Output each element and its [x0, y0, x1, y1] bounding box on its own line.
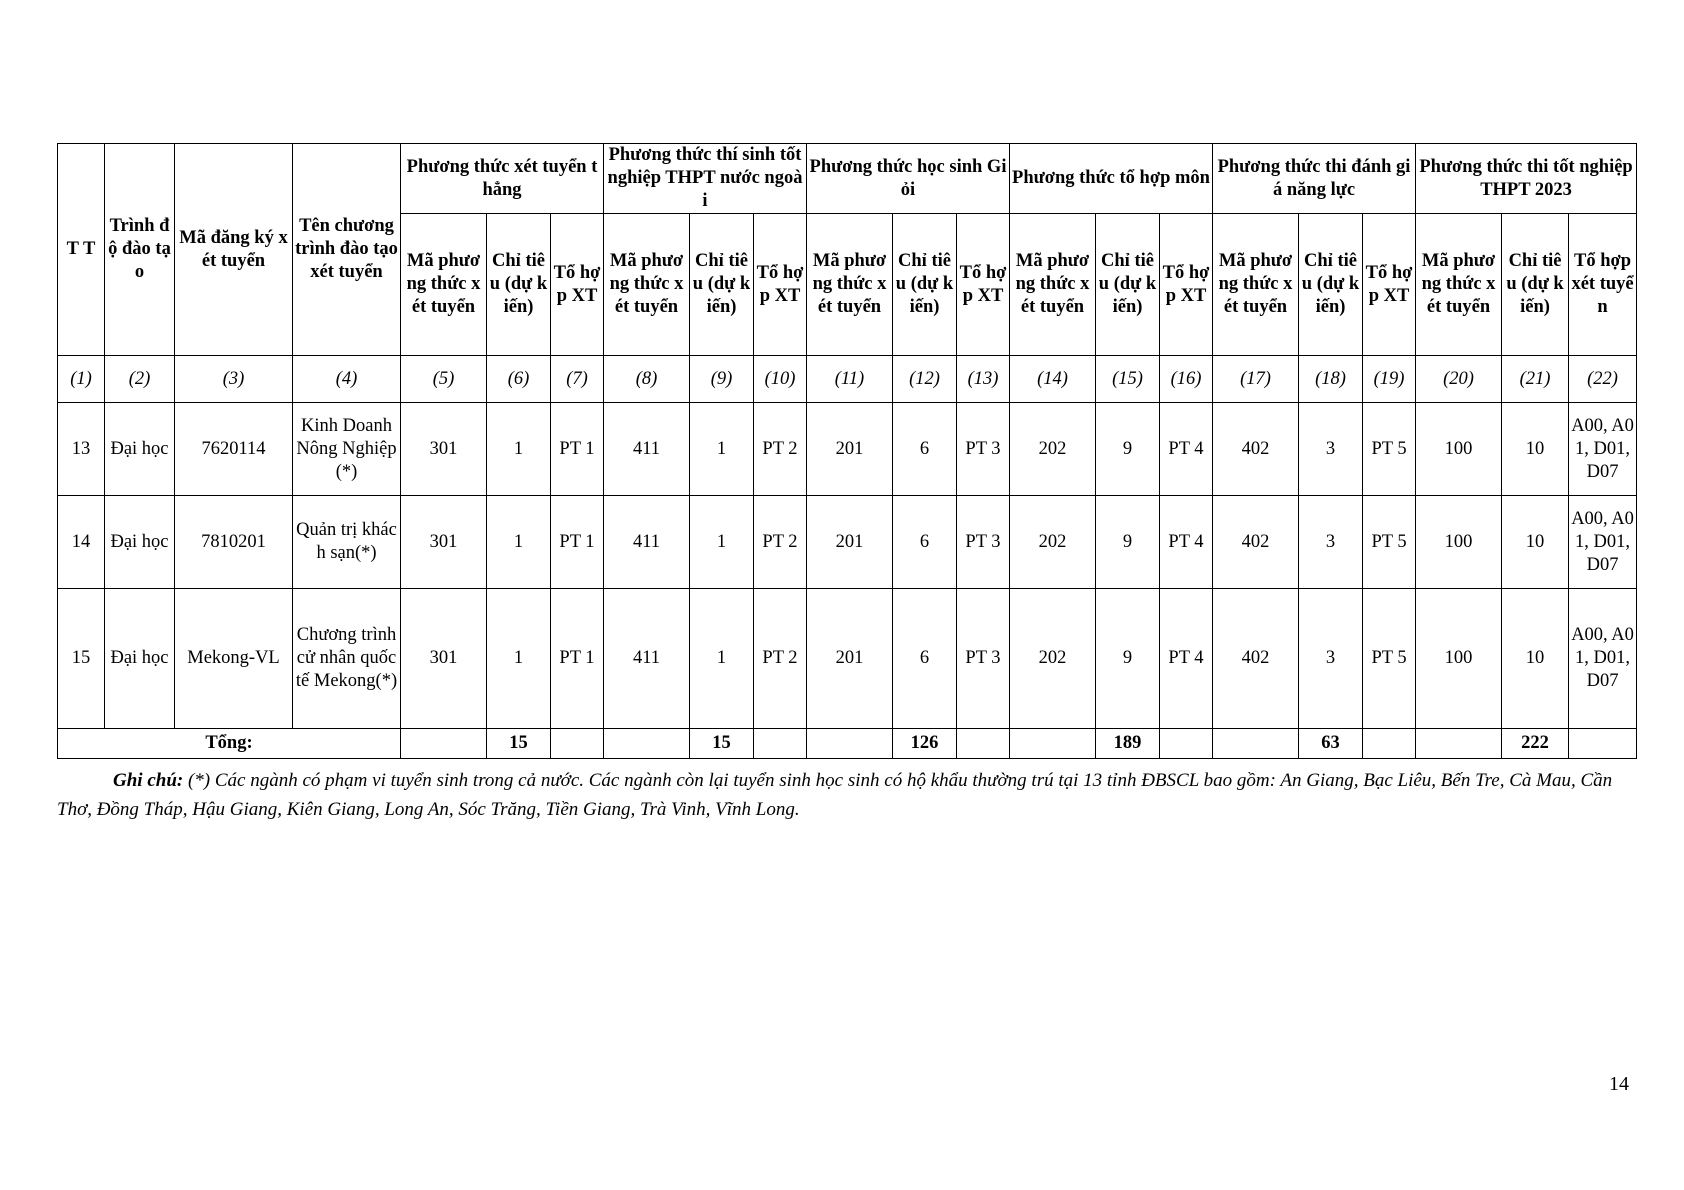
header-group-row — [58, 144, 1637, 214]
total-g3: 126 — [893, 729, 957, 759]
column-number-row — [58, 356, 1637, 403]
total-empty — [807, 729, 893, 759]
cell-g2-ma: 411 — [604, 496, 690, 589]
total-empty — [551, 729, 604, 759]
cell-g2-chi-tieu: 1 — [690, 589, 754, 729]
column-number: (17) — [1213, 356, 1299, 403]
cell-g6-chi-tieu: 10 — [1502, 403, 1569, 496]
column-number: (8) — [604, 356, 690, 403]
cell-g6-to-hop: A00, A01, D01, D07 — [1569, 403, 1637, 496]
header-ten-chuong-trinh: Tên chương trình đào tạo xét tuyển — [293, 144, 401, 356]
table-row — [58, 403, 1637, 496]
cell-g5-to-hop: PT 5 — [1363, 589, 1416, 729]
total-empty — [1363, 729, 1416, 759]
cell-g6-ma: 100 — [1416, 496, 1502, 589]
total-g6: 222 — [1502, 729, 1569, 759]
cell-ten-chuong-trinh: Kinh Doanh Nông Nghiệp(*) — [293, 403, 401, 496]
cell-g6-chi-tieu: 10 — [1502, 496, 1569, 589]
header-to-hop: Tổ hợp XT — [754, 214, 807, 356]
column-number: (16) — [1160, 356, 1213, 403]
column-number: (20) — [1416, 356, 1502, 403]
total-row — [58, 729, 1637, 759]
cell-g3-chi-tieu: 6 — [893, 496, 957, 589]
cell-g6-ma: 100 — [1416, 589, 1502, 729]
cell-g6-chi-tieu: 10 — [1502, 589, 1569, 729]
cell-g3-ma: 201 — [807, 589, 893, 729]
column-number: (10) — [754, 356, 807, 403]
total-g4: 189 — [1096, 729, 1160, 759]
cell-g2-chi-tieu: 1 — [690, 403, 754, 496]
header-chi-tieu: Chỉ tiêu (dự kiến) — [1502, 214, 1569, 356]
column-number: (6) — [487, 356, 551, 403]
total-empty — [1569, 729, 1637, 759]
cell-g5-ma: 402 — [1213, 589, 1299, 729]
header-group-thpt-nuoc-ngoai: Phương thức thí sinh tốt nghiệp THPT nước ngoài — [604, 144, 807, 214]
column-number: (1) — [58, 356, 105, 403]
cell-g5-chi-tieu: 3 — [1299, 403, 1363, 496]
cell-g4-chi-tieu: 9 — [1096, 589, 1160, 729]
footnote — [57, 766, 1629, 824]
cell-g5-chi-tieu: 3 — [1299, 589, 1363, 729]
cell-ma-dang-ky: 7620114 — [175, 403, 293, 496]
cell-g1-chi-tieu: 1 — [487, 403, 551, 496]
column-number: (2) — [105, 356, 175, 403]
header-ma-phuong-thuc: Mã phương thức xét tuyển — [604, 214, 690, 356]
column-number: (11) — [807, 356, 893, 403]
cell-g1-ma: 301 — [401, 589, 487, 729]
header-ma-phuong-thuc: Mã phương thức xét tuyển — [1416, 214, 1502, 356]
cell-g5-chi-tieu: 3 — [1299, 496, 1363, 589]
header-to-hop: Tổ hợp XT — [1160, 214, 1213, 356]
header-ma-dang-ky: Mã đăng ký xét tuyển — [175, 144, 293, 356]
cell-g4-chi-tieu: 9 — [1096, 496, 1160, 589]
total-g5: 63 — [1299, 729, 1363, 759]
cell-g1-ma: 301 — [401, 403, 487, 496]
total-empty — [1160, 729, 1213, 759]
cell-g2-ma: 411 — [604, 589, 690, 729]
cell-g4-to-hop: PT 4 — [1160, 403, 1213, 496]
header-group-xet-tuyen-thang: Phương thức xét tuyển thẳng — [401, 144, 604, 214]
cell-g3-chi-tieu: 6 — [893, 403, 957, 496]
total-empty — [1010, 729, 1096, 759]
cell-trinh-do: Đại học — [105, 403, 175, 496]
cell-g6-to-hop: A00, A01, D01, D07 — [1569, 496, 1637, 589]
cell-g1-chi-tieu: 1 — [487, 589, 551, 729]
cell-g5-to-hop: PT 5 — [1363, 496, 1416, 589]
footnote-label: Ghi chú: — [113, 770, 184, 791]
header-trinh-do: Trình độ đào tạo — [105, 144, 175, 356]
cell-g5-to-hop: PT 5 — [1363, 403, 1416, 496]
header-ma-phuong-thuc: Mã phương thức xét tuyển — [807, 214, 893, 356]
total-empty — [1416, 729, 1502, 759]
header-chi-tieu: Chỉ tiêu (dự kiến) — [487, 214, 551, 356]
column-number: (5) — [401, 356, 487, 403]
header-ma-phuong-thuc: Mã phương thức xét tuyển — [401, 214, 487, 356]
column-number: (22) — [1569, 356, 1637, 403]
cell-g3-to-hop: PT 3 — [957, 496, 1010, 589]
cell-g3-ma: 201 — [807, 403, 893, 496]
header-to-hop-xet-tuyen: Tổ hợp xét tuyển — [1569, 214, 1637, 356]
cell-g4-chi-tieu: 9 — [1096, 403, 1160, 496]
cell-g6-ma: 100 — [1416, 403, 1502, 496]
header-chi-tieu: Chỉ tiêu (dự kiến) — [1299, 214, 1363, 356]
cell-g1-chi-tieu: 1 — [487, 496, 551, 589]
cell-g3-to-hop: PT 3 — [957, 403, 1010, 496]
total-label: Tổng: — [58, 729, 401, 759]
total-g1: 15 — [487, 729, 551, 759]
cell-trinh-do: Đại học — [105, 589, 175, 729]
cell-g3-chi-tieu: 6 — [893, 589, 957, 729]
cell-g4-ma: 202 — [1010, 403, 1096, 496]
column-number: (9) — [690, 356, 754, 403]
cell-g4-to-hop: PT 4 — [1160, 496, 1213, 589]
header-group-tot-nghiep-thpt: Phương thức thi tốt nghiệp THPT 2023 — [1416, 144, 1637, 214]
cell-g3-to-hop: PT 3 — [957, 589, 1010, 729]
header-chi-tieu: Chỉ tiêu (dự kiến) — [893, 214, 957, 356]
total-g2: 15 — [690, 729, 754, 759]
cell-g4-to-hop: PT 4 — [1160, 589, 1213, 729]
cell-tt: 13 — [58, 403, 105, 496]
cell-ma-dang-ky: Mekong-VL — [175, 589, 293, 729]
column-number: (18) — [1299, 356, 1363, 403]
header-group-to-hop-mon: Phương thức tổ hợp môn — [1010, 144, 1213, 214]
column-number: (3) — [175, 356, 293, 403]
table-row — [58, 589, 1637, 729]
cell-g2-to-hop: PT 2 — [754, 403, 807, 496]
header-chi-tieu: Chỉ tiêu (dự kiến) — [1096, 214, 1160, 356]
cell-trinh-do: Đại học — [105, 496, 175, 589]
column-number: (13) — [957, 356, 1010, 403]
cell-g3-ma: 201 — [807, 496, 893, 589]
cell-g1-to-hop: PT 1 — [551, 496, 604, 589]
header-to-hop: Tổ hợp XT — [1363, 214, 1416, 356]
admission-quota-table — [57, 143, 1637, 759]
cell-g1-to-hop: PT 1 — [551, 403, 604, 496]
cell-g1-to-hop: PT 1 — [551, 589, 604, 729]
header-to-hop: Tổ hợp XT — [957, 214, 1010, 356]
column-number: (7) — [551, 356, 604, 403]
footnote-text: (*) Các ngành có phạm vi tuyển sinh trong cả nước. Các ngành còn lại tuyển sinh học sinh có hộ khẩu thường trú tại 13 tỉnh ĐBSCL bao gồm: An Giang, Bạc Liêu, Bến Tre, Cà Mau, Cần Thơ, Đồng Tháp, Hậu Giang, Kiên Giang, Long An, Sóc Trăng, Tiền Giang, Trà Vinh, Vĩnh Long. — [57, 770, 1613, 820]
column-number: (4) — [293, 356, 401, 403]
column-number: (15) — [1096, 356, 1160, 403]
header-ma-phuong-thuc: Mã phương thức xét tuyển — [1213, 214, 1299, 356]
cell-g5-ma: 402 — [1213, 403, 1299, 496]
cell-g2-to-hop: PT 2 — [754, 589, 807, 729]
header-chi-tieu: Chỉ tiêu (dự kiến) — [690, 214, 754, 356]
cell-ten-chuong-trinh: Chương trình cử nhân quốc tế Mekong(*) — [293, 589, 401, 729]
cell-g2-ma: 411 — [604, 403, 690, 496]
total-empty — [401, 729, 487, 759]
cell-ma-dang-ky: 7810201 — [175, 496, 293, 589]
header-group-hoc-sinh-gioi: Phương thức học sinh Giỏi — [807, 144, 1010, 214]
cell-g4-ma: 202 — [1010, 496, 1096, 589]
column-number: (14) — [1010, 356, 1096, 403]
column-number: (19) — [1363, 356, 1416, 403]
column-number: (12) — [893, 356, 957, 403]
total-empty — [957, 729, 1010, 759]
total-empty — [1213, 729, 1299, 759]
total-empty — [754, 729, 807, 759]
cell-g1-ma: 301 — [401, 496, 487, 589]
cell-tt: 15 — [58, 589, 105, 729]
page-number: 14 — [1609, 1073, 1629, 1095]
total-empty — [604, 729, 690, 759]
table-row — [58, 496, 1637, 589]
cell-g2-chi-tieu: 1 — [690, 496, 754, 589]
column-number: (21) — [1502, 356, 1569, 403]
header-tt: T T — [58, 144, 105, 356]
cell-g2-to-hop: PT 2 — [754, 496, 807, 589]
cell-tt: 14 — [58, 496, 105, 589]
header-to-hop: Tổ hợp XT — [551, 214, 604, 356]
cell-g4-ma: 202 — [1010, 589, 1096, 729]
cell-ten-chuong-trinh: Quản trị khách sạn(*) — [293, 496, 401, 589]
header-ma-phuong-thuc: Mã phương thức xét tuyển — [1010, 214, 1096, 356]
cell-g5-ma: 402 — [1213, 496, 1299, 589]
header-group-danh-gia-nang-luc: Phương thức thi đánh giá năng lực — [1213, 144, 1416, 214]
cell-g6-to-hop: A00, A01, D01, D07 — [1569, 589, 1637, 729]
